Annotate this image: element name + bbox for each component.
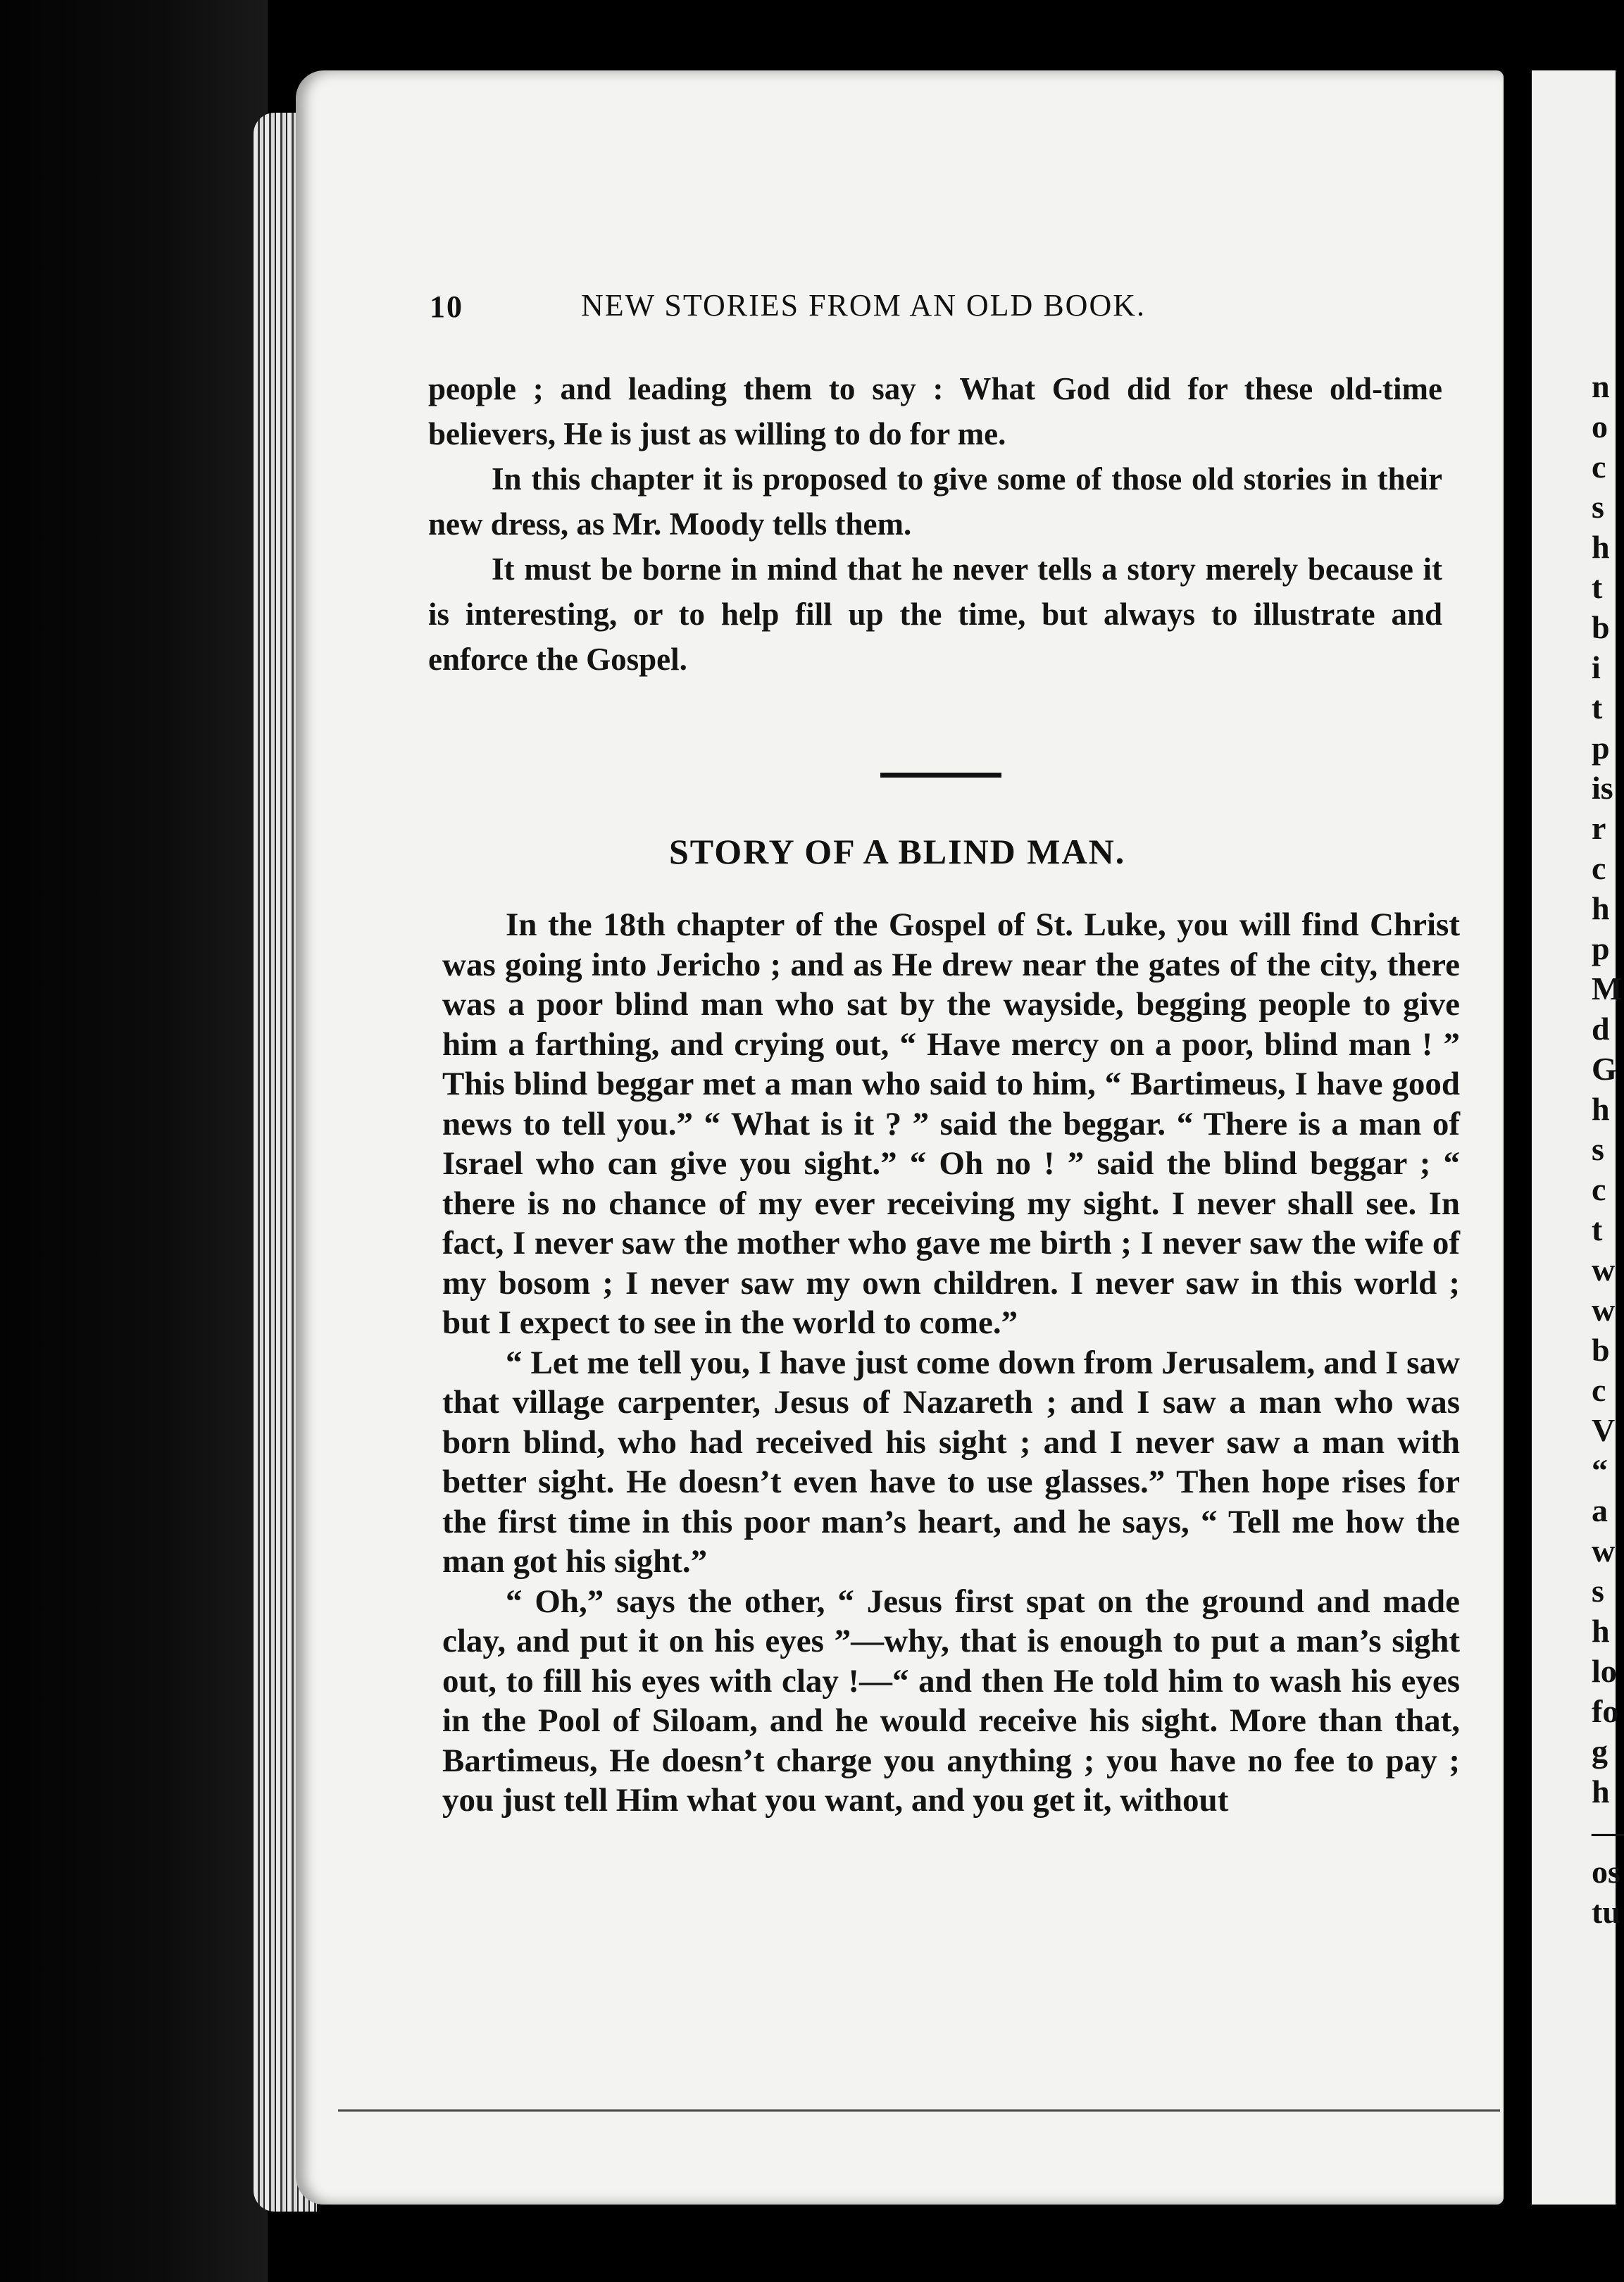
intro-paragraph: people ; and leading them to say : What God did for these old-time believers, He is just as willing to do for me. xyxy=(428,371,1442,451)
facing-page-letter: fo xyxy=(1592,1693,1619,1729)
facing-page-letter: tu xyxy=(1592,1894,1620,1930)
facing-page-letter: V xyxy=(1592,1412,1616,1448)
facing-page-letter: lo xyxy=(1592,1653,1617,1689)
facing-page-letter: is xyxy=(1592,770,1613,806)
facing-page-letter: o xyxy=(1592,409,1608,444)
facing-page-letter: h xyxy=(1592,1613,1610,1649)
facing-page-letter: t xyxy=(1592,690,1603,725)
page-header xyxy=(430,289,1303,331)
facing-page-letter: p xyxy=(1592,730,1610,766)
facing-page-letter: p xyxy=(1592,930,1610,966)
facing-page-letter: n xyxy=(1592,368,1610,404)
facing-page-letter: c xyxy=(1592,449,1606,485)
section-divider xyxy=(880,773,1001,778)
intro-paragraph: In this chapter it is proposed to give some of those old stories in their new dress, as Mr. Moody tells them. xyxy=(428,461,1442,542)
facing-page-letter: G xyxy=(1592,1051,1617,1087)
intro-paragraph: It must be borne in mind that he never tells a story merely because it is interesting, or to help fill up the time, but always to illustrate and enforce the Gospel. xyxy=(428,551,1442,677)
story-text xyxy=(442,905,1460,1821)
facing-page-letter: c xyxy=(1592,1372,1606,1408)
gutter-gap xyxy=(1504,63,1532,2219)
facing-page-letter: h xyxy=(1592,1773,1610,1809)
facing-page-letter: M xyxy=(1592,971,1623,1006)
page-bottom-edge xyxy=(338,2109,1500,2112)
facing-page-letter: i xyxy=(1592,649,1601,685)
facing-page-letter: a xyxy=(1592,1492,1608,1528)
facing-page-letters xyxy=(1592,366,1624,1932)
facing-page-letter: c xyxy=(1592,850,1606,886)
facing-page-letter: h xyxy=(1592,529,1610,565)
facing-page-letter: t xyxy=(1592,569,1603,605)
story-paragraph: In the 18th chapter of the Gospel of St. Luke, you will find Christ was going into Jericho ; and as He drew near the gates of the city, there was a poor blind man who sat by the wayside, begging people to give him a farthing, and crying out, “ Have mercy on a poor, blind man ! ” This blind beggar met a man who said to him, “ Bartimeus, I have good news to tell you.” “ What is it ? ” said the beggar. “ There is a man of Israel who can give you sight.” “ Oh no ! ” said the blind beggar ; “ there is no chance of my ever receiving my sight. I never shall see. In fact, I never saw the mother who gave me birth ; I never saw the wife of my bosom ; I never saw my own children. I never saw in this world ; but I expect to see in the world to come.” xyxy=(442,906,1460,1341)
facing-page-strip xyxy=(1532,70,1624,2205)
facing-page-letter: w xyxy=(1592,1252,1616,1287)
facing-page-letter: s xyxy=(1592,1131,1604,1167)
binding-shadow xyxy=(0,0,268,2282)
story-title: STORY OF A BLIND MAN. xyxy=(669,832,1126,871)
facing-page-letter: s xyxy=(1592,489,1604,525)
facing-page-letter: “ xyxy=(1592,1452,1608,1488)
facing-page-letter: s xyxy=(1592,1573,1604,1609)
story-paragraph: “ Let me tell you, I have just come down from Jerusalem, and I saw that village carpenter, Jesus of Nazareth ; and I saw a man who was born blind, who had received his sight ; and I never saw a man with better sight. He doesn’t even have to use glasses.” Then hope rises for the first time in this poor man’s heart, and he says, “ Tell me how the man got his sight.” xyxy=(442,1344,1460,1580)
intro-text xyxy=(428,366,1442,682)
facing-page-letter: g xyxy=(1592,1733,1608,1769)
page-number: 10 xyxy=(430,289,463,324)
facing-page-letter: d xyxy=(1592,1011,1610,1047)
facing-page-letter: b xyxy=(1592,1332,1610,1368)
running-title: NEW STORIES FROM AN OLD BOOK. xyxy=(581,288,1147,323)
facing-page-letter: os xyxy=(1592,1854,1620,1890)
facing-page-letter: w xyxy=(1592,1292,1616,1328)
facing-page-letter: h xyxy=(1592,890,1610,926)
facing-page-letter: r xyxy=(1592,810,1606,846)
story-paragraph: “ Oh,” says the other, “ Jesus first spat on the ground and made clay, and put it on his eyes ”—why, that is enough to put a man’s sight out, to fill his eyes with clay !—“ and then He told him to wash his eyes in the Pool of Siloam, and he would receive his sight. More than that, Bartimeus, He doesn’t charge you anything ; you have no fee to pay ; you just tell Him what you want, and you get it, without xyxy=(442,1583,1460,1819)
facing-page-letter: c xyxy=(1592,1171,1606,1207)
facing-page-letter: t xyxy=(1592,1211,1603,1247)
facing-page-letter: — xyxy=(1592,1814,1624,1850)
facing-page-letter: w xyxy=(1592,1533,1616,1569)
facing-page-letter: h xyxy=(1592,1091,1610,1127)
facing-page-letter: b xyxy=(1592,609,1610,645)
